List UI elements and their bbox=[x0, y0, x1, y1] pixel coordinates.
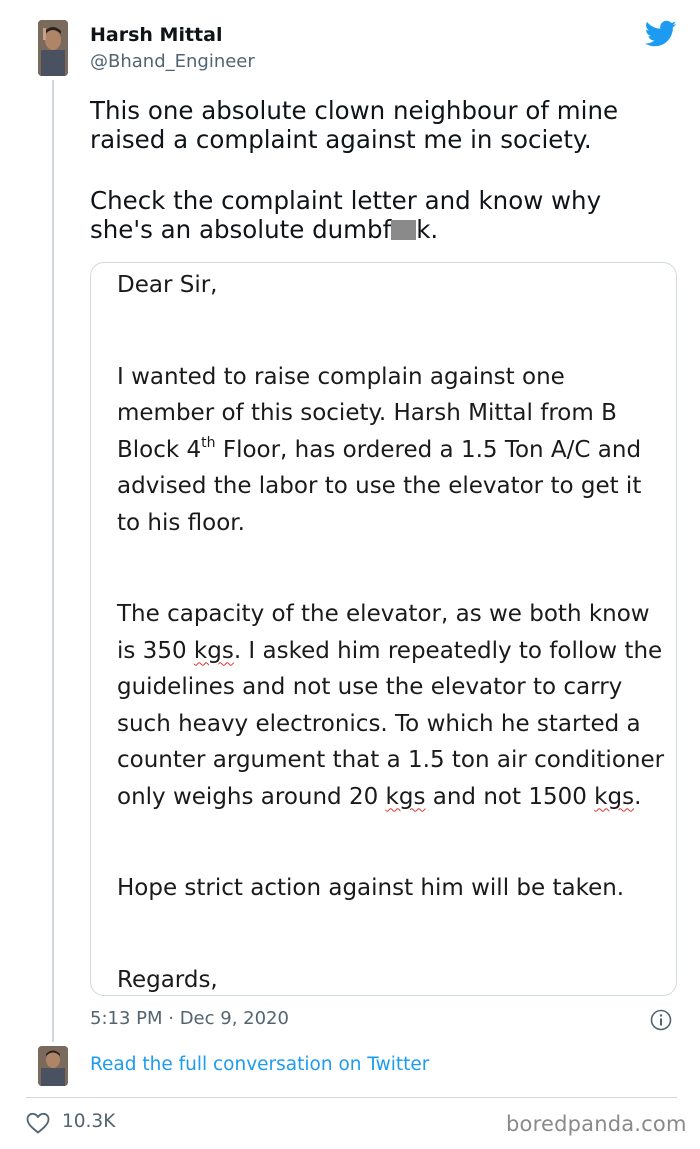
avatar[interactable] bbox=[38, 20, 68, 76]
like-count[interactable]: 10.3K bbox=[62, 1111, 116, 1132]
tweet-paragraph-1: This one absolute clown neighbour of mine raised a complaint against me in society. bbox=[90, 96, 619, 154]
letter-p1-superscript: th bbox=[201, 434, 216, 451]
letter-salutation: Dear Sir, bbox=[117, 272, 218, 298]
letter-paragraph-3: Hope strict action against him will be taken. bbox=[117, 875, 625, 901]
info-icon[interactable] bbox=[650, 1009, 672, 1031]
author-name[interactable]: Harsh Mittal bbox=[90, 24, 223, 46]
author-handle[interactable]: @Bhand_Engineer bbox=[90, 51, 255, 72]
letter-text bbox=[117, 267, 667, 996]
redaction-block bbox=[391, 220, 416, 240]
letter-paragraph-2 bbox=[117, 596, 667, 815]
twitter-bird-icon[interactable] bbox=[645, 20, 677, 48]
tweet-paragraph-2-start: Check the complaint letter and know why she's an absolute dumbf bbox=[90, 186, 602, 244]
letter-p2-kgs-3: kgs bbox=[594, 783, 635, 810]
letter-p2-text-b: . I asked him repeatedly to follow the guidelines and not use the elevator to carry such heavy electronics. To which he started a counter argument that a 1.5 ton air conditioner only weighs around 20 bbox=[117, 637, 665, 810]
thread-line bbox=[52, 80, 54, 1042]
read-full-conversation-link[interactable]: Read the full conversation on Twitter bbox=[90, 1054, 430, 1075]
letter-image[interactable] bbox=[90, 262, 677, 996]
letter-p2-text-c: and not 1500 bbox=[425, 783, 595, 810]
tweet-timestamp[interactable]: 5:13 PM · Dec 9, 2020 bbox=[90, 1008, 289, 1029]
reply-avatar[interactable] bbox=[38, 1046, 68, 1086]
letter-p2-text-d: . bbox=[634, 783, 642, 810]
letter-p2-kgs-1: kgs bbox=[193, 637, 234, 664]
letter-p1-text-a: I wanted to raise complain against one member of this society. Harsh Mittal from B Block 4 bbox=[117, 363, 617, 463]
divider bbox=[26, 1097, 677, 1098]
tweet-text bbox=[90, 96, 670, 244]
letter-paragraph-1 bbox=[117, 359, 667, 542]
letter-p2-kgs-2: kgs bbox=[385, 783, 426, 810]
heart-icon[interactable] bbox=[26, 1112, 50, 1134]
tweet-paragraph-2-end: k. bbox=[416, 215, 439, 244]
watermark: boredpanda.com bbox=[506, 1112, 687, 1136]
letter-p2-text-a: The capacity of the elevator, as we both know is 350 bbox=[117, 601, 650, 664]
letter-closing: Regards, bbox=[117, 966, 218, 993]
letter-p1-text-b: Floor, has ordered a 1.5 Ton A/C and advised the labor to use the elevator to get it to his floor. bbox=[117, 436, 642, 536]
tweet-paragraph-2 bbox=[90, 186, 670, 244]
